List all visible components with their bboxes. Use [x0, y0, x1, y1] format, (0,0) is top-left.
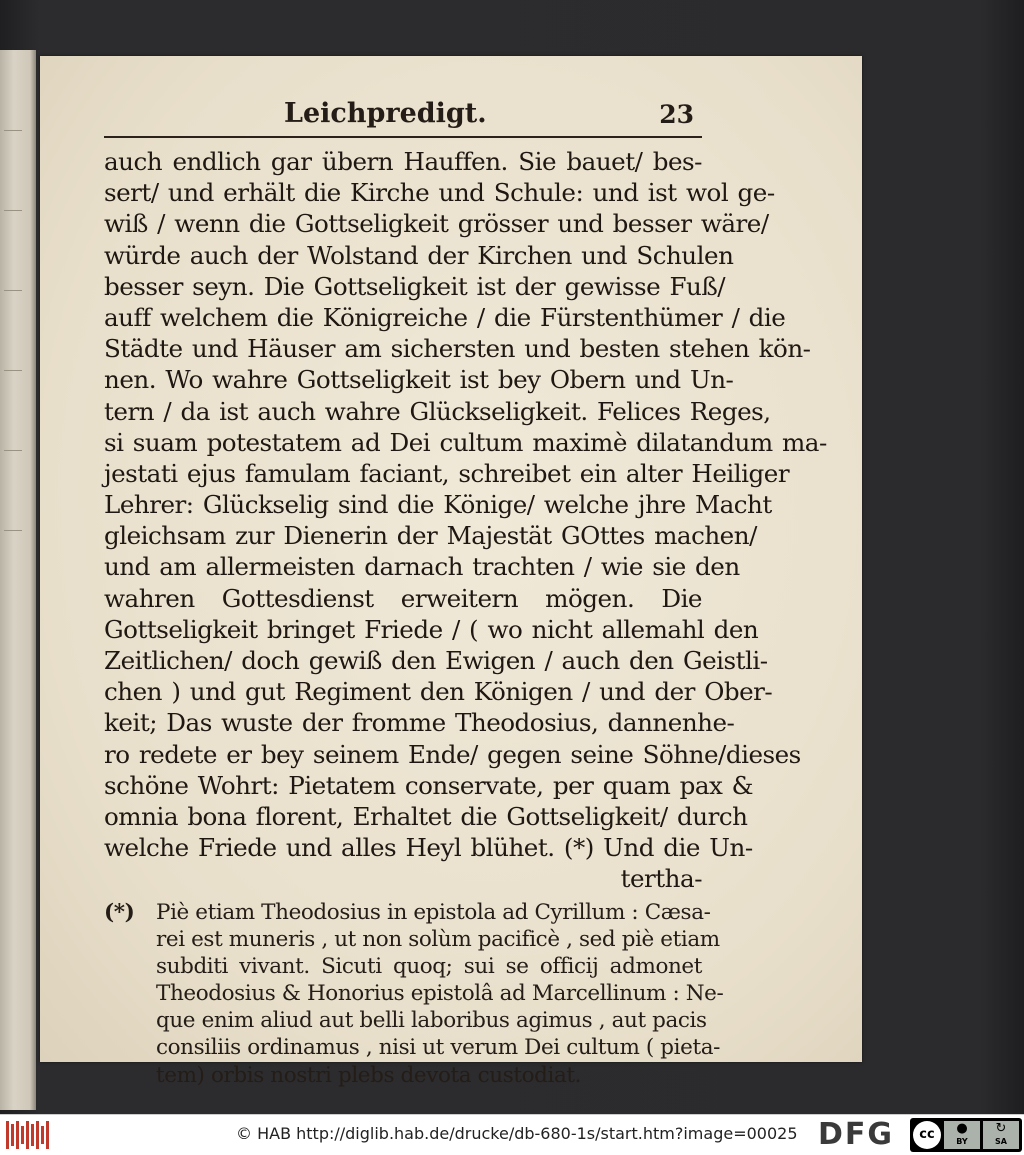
text-line: besser seyn. Die Gottseligkeit ist der gewisse Fuß/ [104, 271, 726, 301]
text-line: sert/ und erhält die Kirche und Schule: und ist wol ge- [104, 178, 775, 208]
footnote-line: subditi vivant. Sicuti quoq; sui se officij admonet [156, 953, 702, 979]
text-line: wiß / wenn die Gottseligkeit grösser und besser wäre/ [104, 209, 769, 239]
hab-logo-icon [6, 1121, 48, 1149]
text-line: auff welchem die Königreiche / die Fürstenthümer / die [104, 302, 786, 332]
text-line: nen. Wo wahre Gottseligkeit ist bey Obern und Un- [104, 365, 734, 395]
text-line: gleichsam zur Dienerin der Majestät GOttes machen/ [104, 521, 757, 551]
cc-icon: cc [913, 1121, 941, 1149]
text-line: würde auch der Wolstand der Kirchen und Schulen [104, 240, 734, 270]
footnote-line [104, 899, 711, 926]
text-line: si suam potestatem ad Dei cultum maximè dilatandum ma- [104, 427, 827, 457]
cc-sa-part: ↻ SA [983, 1121, 1019, 1149]
footnote-line: Theodosius & Honorius epistolâ ad Marcellinum : Ne- [156, 981, 724, 1007]
source-link[interactable]: © HAB http://diglib.hab.de/drucke/db-680-1s/start.htm?image=00025 [236, 1124, 798, 1143]
share-alike-icon: ↻ [995, 1121, 1007, 1136]
footnote-line: rei est muneris , ut non solùm pacificè , sed piè etiam [156, 926, 720, 952]
text-line: tern / da ist auch wahre Glückseligkeit. Felices Reges, [104, 396, 771, 426]
page-content [104, 98, 827, 1089]
footnote-marker: (*) [104, 899, 135, 925]
person-icon: ● [956, 1121, 968, 1136]
text-line: auch endlich gar übern Hauffen. Sie bauet/ bes- [104, 147, 702, 176]
page-header [104, 98, 702, 138]
text-line: schöne Wohrt: Pietatem conservate, per quam pax & [104, 770, 754, 800]
text-line: ro redete er bey seinem Ende/ gegen seine Söhne/dieses [104, 739, 801, 769]
text-line: Zeitlichen/ doch gewiß den Ewigen / auch den Geistli- [104, 646, 768, 675]
footnote-line: que enim aliud aut belli laboribus agimus , aut pacis [156, 1008, 707, 1034]
text-line: Gottseligkeit bringet Friede / ( wo nicht allemahl den [104, 614, 759, 644]
cc-by-part: ● BY [944, 1121, 980, 1149]
page-number: 23 [659, 100, 694, 129]
text-line: welche Friede und alles Heyl blühet. (*) Und die Un- [104, 833, 753, 863]
catchword: tertha- [620, 864, 702, 894]
text-line: keit; Das wuste der fromme Theodosius, dannenhe- [104, 708, 735, 738]
footnote-line: consiliis ordinamus , nisi ut verum Dei cultum ( pieta- [156, 1035, 720, 1061]
body-text [104, 146, 827, 895]
text-line: wahren Gottesdienst erweitern mögen. Die [104, 583, 702, 613]
footnote-line: tem) orbis nostri plebs devota custodiat. [156, 1062, 582, 1088]
text-line: und am allermeisten darnach trachten / wie sie den [104, 552, 740, 582]
previous-page-edge [0, 50, 36, 1110]
running-title: Leichpredigt. [284, 98, 487, 129]
footer-bar [0, 1114, 1024, 1155]
text-line: Städte und Häuser am sichersten und besten stehen kön- [104, 334, 811, 364]
cc-license-badge[interactable] [910, 1118, 1022, 1152]
scanned-page [40, 56, 862, 1088]
footnote-text: Piè etiam Theodosius in epistola ad Cyrillum : Cæsa- [156, 899, 711, 925]
text-line: jestati ejus famulam faciant, schreibet ein alter Heiliger [104, 458, 790, 488]
dfg-logo: DFG [818, 1117, 895, 1152]
text-line: omnia bona florent, Erhaltet die Gottseligkeit/ durch [104, 801, 748, 831]
text-line: chen ) und gut Regiment den Königen / und der Ober- [104, 677, 773, 707]
footnote [104, 899, 724, 1089]
text-line: Lehrer: Glückselig sind die Könige/ welche jhre Macht [104, 490, 772, 520]
